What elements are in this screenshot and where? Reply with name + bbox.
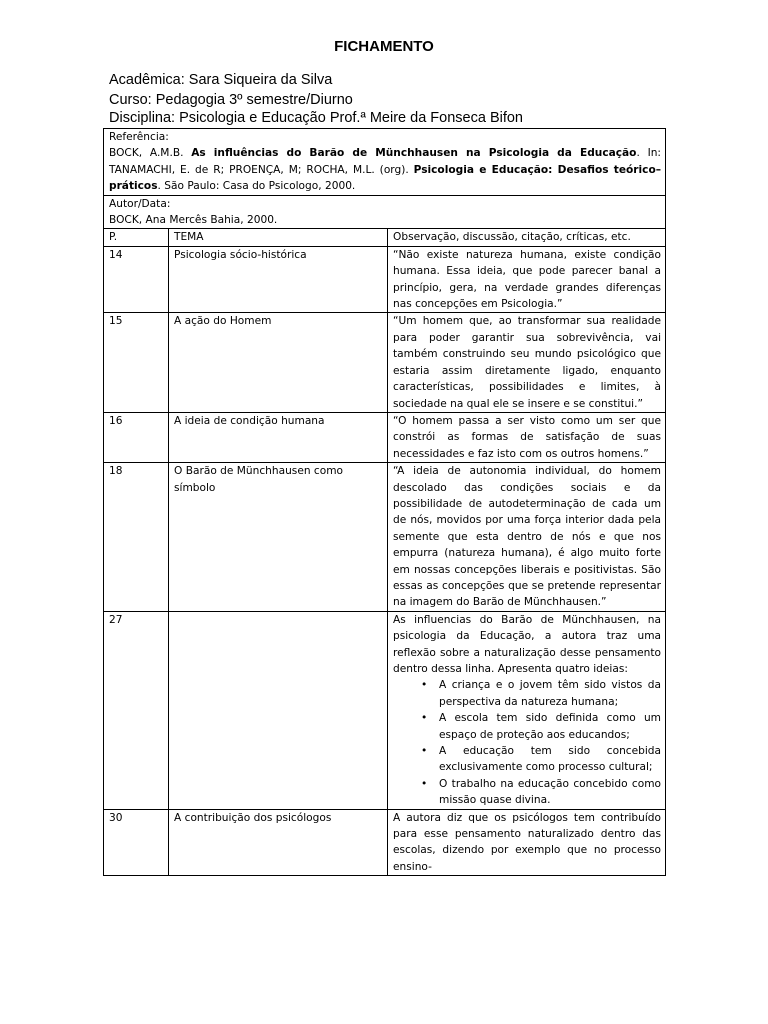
row-tema (169, 611, 388, 809)
row-obs (388, 611, 666, 809)
row-obs: “Um homem que, ao transformar sua realidade para poder garantir sua sobrevivência, vai também construindo seu mundo psicológico que estaria assim diretamente ligado, enquanto características, possibilidades e limites, à sociedade na qual ele se insere e se constitui.” (388, 313, 666, 412)
autor-data-label: Autor/Data: (109, 197, 171, 210)
column-header-tema: TEMA (169, 229, 388, 246)
referencia-text (109, 145, 661, 194)
row-page: 15 (104, 313, 169, 412)
ideas-list (393, 677, 661, 808)
row-page: 18 (104, 463, 169, 612)
list-item: • A educação tem sido concebida exclusivamente como processo cultural; (421, 743, 661, 776)
row-page: 30 (104, 809, 169, 876)
referencia-cell (104, 129, 666, 196)
referencia-row (104, 129, 666, 196)
referencia-label: Referência: (109, 131, 169, 143)
fichamento-table (103, 128, 666, 876)
column-header-obs: Observação, discussão, citação, críticas, etc. (388, 229, 666, 246)
row-tema: A ideia de condição humana (169, 412, 388, 462)
row-tema: Psicologia sócio-histórica (169, 246, 388, 313)
row-page: 14 (104, 246, 169, 313)
autor-data-row (104, 195, 666, 229)
list-item: • A criança e o jovem têm sido vistos da perspectiva da natureza humana; (421, 677, 661, 710)
row-obs: A autora diz que os psicólogos tem contribuído para esse pensamento naturalizado dentro das escolas, dizendo por exemplo que no processo ensino- (388, 809, 666, 876)
row-tema: A contribuição dos psicólogos (169, 809, 388, 876)
table-row (104, 313, 666, 412)
row-tema: A ação do Homem (169, 313, 388, 412)
referencia-in: . In: TANAMACHI, E. de R; PROENÇA, M; ROCHA, M.L. (org). (109, 147, 661, 176)
curso-line: Curso: Pedagogia 3º semestre/Diurno (109, 92, 353, 108)
referencia-book: Psicologia e Educação: Desafios teórico–práticos (109, 163, 662, 193)
referencia-title: As influências do Barão de Münchhausen na Psicologia da Educação (191, 147, 637, 160)
table-row (104, 463, 666, 612)
disciplina-line: Disciplina: Psicologia e Educação Prof.ª Meire da Fonseca Bifon (109, 110, 523, 126)
column-header-row (104, 229, 666, 246)
row-obs: “Não existe natureza humana, existe condição humana. Essa ideia, que pode parecer banal a princípio, gera, na verdade grandes diferenças nas concepções em Psicologia.” (388, 246, 666, 313)
row-obs-intro: As influencias do Barão de Münchhausen, na psicologia da Educação, a autora traz uma reflexão sobre a naturalização desse pensamento dentro dessa linha. Apresenta quatro ideias: (393, 613, 662, 675)
referencia-authors: BOCK, A.M.B. (109, 147, 184, 160)
table-row (104, 611, 666, 809)
row-page: 16 (104, 412, 169, 462)
table-row (104, 809, 666, 876)
referencia-publisher: . São Paulo: Casa do Psicologo, 2000. (157, 180, 356, 193)
table-row (104, 412, 666, 462)
autor-data-value: BOCK, Ana Mercês Bahia, 2000. (109, 214, 278, 227)
table-row (104, 246, 666, 313)
row-tema: O Barão de Münchhausen como símbolo (169, 463, 388, 612)
list-item: • A escola tem sido definida como um espaço de proteção aos educandos; (421, 710, 661, 743)
autor-data-cell (104, 195, 666, 229)
document-title: FICHAMENTO (334, 38, 434, 55)
row-page: 27 (104, 611, 169, 809)
row-obs: “O homem passa a ser visto como um ser que constrói as formas de satisfação de suas necessidades e faz isto com os outros homens.” (388, 412, 666, 462)
column-header-page: P. (104, 229, 169, 246)
row-obs: “A ideia de autonomia individual, do homem descolado das condições sociais e da possibilidade de autodeterminação de cada um de nós, movidos por uma força interior dada pela semente que esta dentro de nós e que nos empurra (natureza humana), é algo muito forte em nossas concepções liberais e positivistas. São essas as concepções que se pretende representar na imagem do Barão de Münchhausen.” (388, 463, 666, 612)
academica-line: Acadêmica: Sara Siqueira da Silva (109, 72, 333, 88)
list-item: • O trabalho na educação concebido como missão quase divina. (421, 776, 661, 809)
